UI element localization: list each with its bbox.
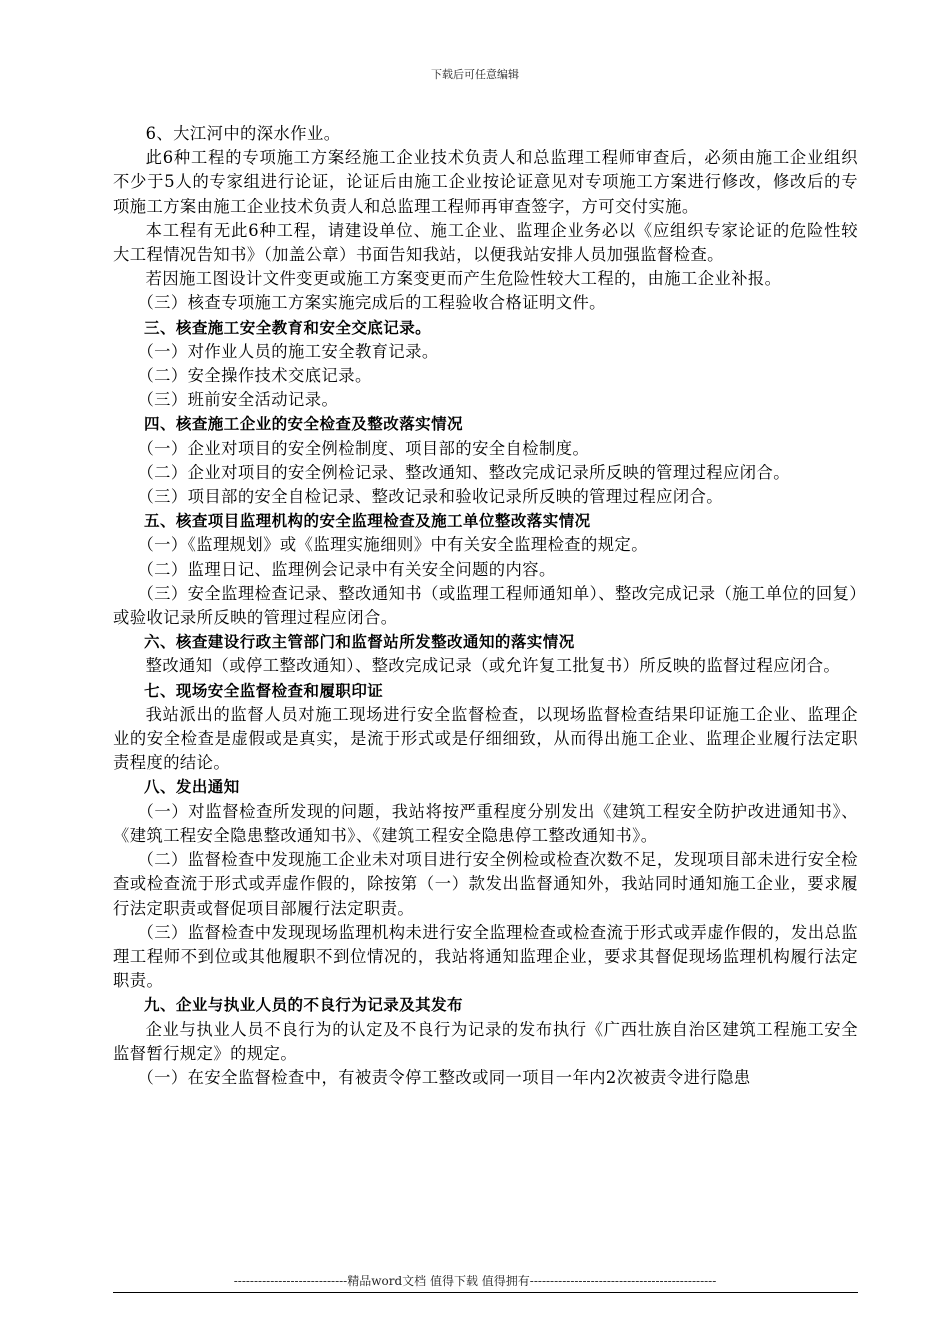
header-note: 下载后可任意编辑	[431, 68, 519, 81]
paragraph: 6、大江河中的深水作业。	[145, 124, 341, 143]
paragraph: （一）对作业人员的施工安全教育记录。	[137, 341, 439, 361]
section-heading: 九、企业与执业人员的不良行为记录及其发布	[144, 996, 464, 1015]
paragraph: （三）安全监理检查记录、整改通知书（或监理工程师通知单）、整改完成记录（施工单位的回复）或验收记录所反映的管理过程应闭合。	[113, 583, 858, 628]
body-text	[113, 122, 858, 1090]
paragraph: （一）对监督检查所发现的问题，我站将按严重程度分别发出《建筑工程安全防护改进通知书》、《建筑工程安全隐患整改通知书》、《建筑工程安全隐患停工整改通知书》。	[113, 801, 858, 845]
paragraph: （三）班前安全活动记录。	[137, 390, 339, 410]
footer-rule	[113, 1292, 858, 1293]
paragraph: （三）项目部的安全自检记录、整改记录和验收记录所反映的管理过程应闭合。	[137, 487, 724, 507]
paragraph: 整改通知（或停工整改通知）、整改完成记录（或允许复工批复书）所反映的监督过程应闭合。	[145, 656, 841, 676]
footer-note: ----------------------------精品word文档 值得下载 值得拥有----------------------------------------------	[233, 1274, 717, 1288]
paragraph: 此6种工程的专项施工方案经施工企业技术负责人和总监理工程师审查后，必须由施工企业组织不少于5人的专家组进行论证，论证后由施工企业按论证意见对专项施工方案进行修改，修改后的专项施工方案由施工企业技术负责人和总监理工程师再审查签字，方可交付实施。	[113, 148, 858, 216]
paragraph: （二）企业对项目的安全例检记录、整改通知、整改完成记录所反映的管理过程应闭合。	[137, 462, 790, 482]
section-heading: 六、核查建设行政主管部门和监督站所发整改通知的落实情况	[144, 633, 575, 652]
paragraph: （二）监督检查中发现施工企业未对项目进行安全例检或检查次数不足，发现项目部未进行安全检查或检查流于形式或弄虚作假的，除按第（一）款发出监督通知外，我站同时通知施工企业，要求履行法定职责或督促项目部履行法定职责。	[113, 850, 858, 918]
paragraph: （一）企业对项目的安全例检制度、项目部的安全自检制度。	[137, 438, 590, 458]
paragraph: 企业与执业人员不良行为的认定及不良行为记录的发布执行《广西壮族自治区建筑工程施工安全监督暂行规定》的规定。	[113, 1019, 858, 1063]
section-heading: 八、发出通知	[144, 778, 240, 797]
paragraph: （一）在安全监督检查中，有被责令停工整改或同一项目一年内2次被责令进行隐患	[137, 1067, 751, 1087]
paragraph: （二）监理日记、监理例会记录中有关安全问题的内容。	[137, 559, 556, 579]
paragraph: （三）监督检查中发现现场监理机构未进行安全监理检查或检查流于形式或弄虚作假的，发出总监理工程师不到位或其他履职不到位情况的，我站将通知监理企业，要求其督促现场监理机构履行法定职责。	[113, 922, 858, 991]
section-heading: 四、核查施工企业的安全检查及整改落实情况	[144, 415, 464, 434]
section-heading: 五、核查项目监理机构的安全监理检查及施工单位整改落实情况	[144, 512, 591, 531]
paragraph: 本工程有无此6种工程，请建设单位、施工企业、监理企业务必以《应组织专家论证的危险性较大工程情况告知书》（加盖公章）书面告知我站，以便我站安排人员加强监督检查。	[113, 220, 858, 265]
paragraph: （三）核查专项施工方案实施完成后的工程验收合格证明文件。	[137, 293, 606, 313]
section-heading: 七、现场安全监督检查和履职印证	[144, 681, 384, 700]
paragraph: （一）《监理规划》或《监理实施细则》中有关安全监理检查的规定。	[137, 535, 648, 555]
paragraph: 若因施工图设计文件变更或施工方案变更而产生危险性较大工程的，由施工企业补报。	[145, 269, 782, 289]
section-heading: 三、核查施工安全教育和安全交底记录。	[144, 318, 432, 337]
paragraph: （二）安全操作技术交底记录。	[137, 366, 372, 386]
paragraph: 我站派出的监督人员对施工现场进行安全监督检查，以现场监督检查结果印证施工企业、监理企业的安全检查是虚假或是真实，是流于形式或是仔细细致，从而得出施工企业、监理企业履行法定职责程度的结论。	[113, 704, 858, 773]
